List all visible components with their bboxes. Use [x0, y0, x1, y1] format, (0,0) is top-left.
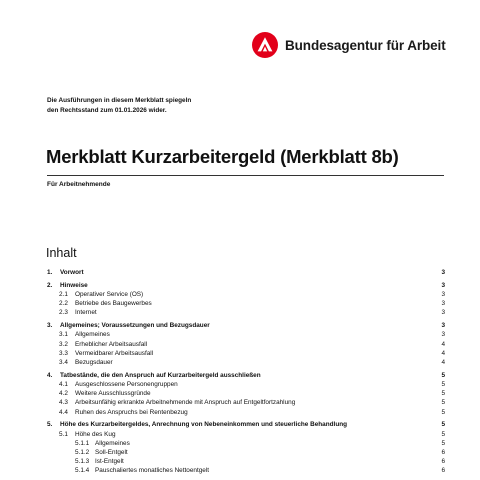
toc-entry-title: Hinweise	[60, 281, 88, 289]
toc-entry-page: 3	[441, 309, 445, 317]
toc-entry[interactable]	[47, 321, 445, 330]
toc-entry-title: Ist-Entgelt	[95, 458, 124, 466]
toc-entry-number: 5.1.3	[75, 458, 90, 466]
document-title: Merkblatt Kurzarbeitergeld (Merkblatt 8b)	[46, 146, 399, 167]
toc-entry-page: 4	[441, 340, 445, 348]
toc-entry-page: 3	[441, 269, 445, 276]
toc-entry-number: 2.2	[59, 300, 68, 308]
toc-entry-page: 5	[441, 381, 445, 389]
legal-status-line-2: den Rechtsstand zum 01.01.2026 wider.	[47, 107, 167, 114]
toc-entry[interactable]	[47, 457, 445, 466]
document-subtitle: Für Arbeitnehmende	[47, 181, 111, 188]
toc-entry-page: 3	[441, 291, 445, 298]
toc-entry-title: Höhe des Kurzarbeitergeldes, Anrechnung von Nebeneinkommen und steuerliche Behandlung	[60, 421, 348, 429]
toc-entry-number: 5.1	[59, 430, 68, 438]
toc-entry[interactable]	[47, 330, 445, 339]
toc-entry-title: Soll-Entgelt	[95, 449, 128, 457]
table-of-contents	[47, 268, 445, 476]
toc-entry-number: 5.	[47, 421, 53, 429]
toc-entry[interactable]	[47, 466, 445, 475]
toc-entry[interactable]	[47, 408, 445, 417]
toc-entry-number: 2.1	[59, 291, 68, 298]
toc-entry-number: 2.	[47, 281, 53, 289]
toc-entry-number: 4.4	[59, 408, 68, 416]
toc-entry-title: Allgemeines	[95, 439, 130, 447]
toc-entry-number: 3.	[47, 322, 53, 330]
toc-entry-number: 4.	[47, 371, 53, 379]
toc-entry[interactable]	[47, 290, 445, 299]
toc-entry-title: Allgemeines; Voraussetzungen und Bezugsdauer	[60, 322, 210, 330]
toc-entry[interactable]	[47, 389, 445, 398]
toc-entry-page: 5	[441, 439, 445, 447]
toc-entry-page: 3	[441, 281, 445, 289]
toc-entry[interactable]	[47, 340, 445, 349]
toc-entry[interactable]	[47, 268, 445, 277]
toc-entry-title: Tatbestände, die den Anspruch auf Kurzarbeitergeld ausschließen	[60, 371, 261, 379]
toc-entry-title: Vermeidbarer Arbeitsausfall	[75, 349, 154, 357]
toc-entry-title: Bezugsdauer	[75, 359, 113, 367]
brand-name: Bundesagentur für Arbeit	[285, 37, 446, 53]
legal-status-note	[47, 96, 191, 116]
toc-entry-page: 5	[441, 421, 445, 429]
toc-entry[interactable]	[47, 439, 445, 448]
toc-entry-page: 4	[441, 349, 445, 357]
title-divider	[47, 175, 444, 176]
toc-entry-title: Erheblicher Arbeitsausfall	[75, 340, 148, 348]
ba-logo-icon	[252, 32, 278, 58]
toc-entry-number: 4.3	[59, 399, 68, 407]
toc-entry-title: Betriebe des Baugewerbes	[75, 300, 152, 308]
toc-entry[interactable]	[47, 281, 445, 290]
toc-entry-number: 1.	[47, 269, 53, 276]
toc-entry-page: 5	[441, 399, 445, 407]
toc-entry-title: Arbeitsunfähig erkrankte Arbeitnehmende mit Anspruch auf Entgeltfortzahlung	[75, 399, 296, 407]
toc-entry-number: 3.1	[59, 331, 68, 339]
toc-entry-title: Internet	[75, 309, 97, 317]
toc-entry-title: Ausgeschlossene Personengruppen	[75, 381, 178, 389]
toc-entry-page: 5	[441, 371, 445, 379]
toc-entry[interactable]	[47, 448, 445, 457]
toc-entry-number: 3.2	[59, 340, 68, 348]
toc-entry-title: Pauschaliertes monatliches Nettoentgelt	[95, 467, 210, 475]
toc-entry-number: 5.1.2	[75, 449, 90, 457]
toc-entry-title: Allgemeines	[75, 331, 110, 339]
toc-entry[interactable]	[47, 371, 445, 380]
toc-entry-title: Weitere Ausschlussgründe	[75, 390, 151, 398]
brand-logo	[252, 32, 446, 58]
toc-heading: Inhalt	[46, 246, 77, 260]
toc-entry-number: 4.1	[59, 381, 68, 389]
toc-entry[interactable]	[47, 398, 445, 407]
toc-entry-number: 4.2	[59, 390, 68, 398]
toc-entry[interactable]	[47, 358, 445, 367]
toc-entry-number: 5.1.1	[75, 439, 90, 447]
toc-entry[interactable]	[47, 430, 445, 439]
toc-entry-page: 4	[441, 359, 445, 367]
toc-entry-page: 3	[441, 300, 445, 308]
toc-entry[interactable]	[47, 308, 445, 317]
toc-entry-page: 6	[441, 458, 445, 466]
toc-entry[interactable]	[47, 380, 445, 389]
toc-entry-page: 6	[441, 467, 445, 475]
toc-entry[interactable]	[47, 299, 445, 308]
toc-entry[interactable]	[47, 420, 445, 429]
toc-entry-title: Höhe des Kug	[75, 430, 116, 438]
toc-entry-page: 5	[441, 390, 445, 398]
toc-entry-page: 5	[441, 408, 445, 416]
toc-entry-title: Operativer Service (OS)	[75, 291, 144, 298]
toc-entry-page: 3	[441, 331, 445, 339]
toc-entry-number: 2.3	[59, 309, 68, 317]
toc-entry-page: 3	[441, 322, 445, 330]
toc-entry-page: 5	[441, 430, 445, 438]
toc-entry-page: 6	[441, 449, 445, 457]
toc-entry-number: 3.3	[59, 349, 68, 357]
toc-entry-title: Vorwort	[60, 269, 84, 276]
legal-status-line-1: Die Ausführungen in diesem Merkblatt spiegeln	[47, 97, 192, 104]
toc-entry-title: Ruhen des Anspruchs bei Rentenbezug	[75, 408, 188, 416]
toc-entry-number: 3.4	[59, 359, 68, 367]
toc-entry-number: 5.1.4	[75, 467, 90, 475]
toc-entry[interactable]	[47, 349, 445, 358]
